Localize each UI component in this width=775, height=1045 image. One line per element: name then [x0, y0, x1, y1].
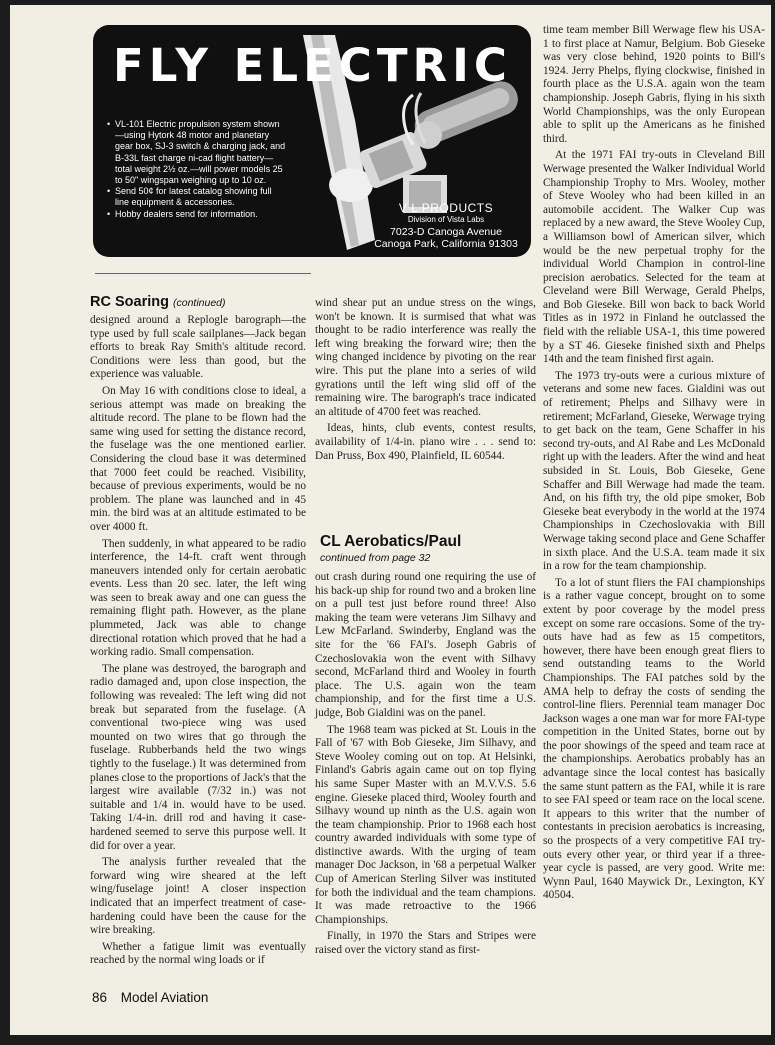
ad-bullet: • Hobby dealers send for information. [107, 209, 287, 220]
paragraph: On May 16 with conditions close to ideal, a serious attempt was made on breaking the altitude record. The plane to be flown had the same wing used for setting the distance record, the fuselage was the one mentioned earlier. Considering the cloud base it was determined that 7000 feet could be reached. Visibility, because of previous experiments, would be no problem. The plane was launched and in 45 min. the bird was at an altitude estimated to be over 4000 ft. [90, 384, 306, 533]
company-name: V L PRODUCTS [398, 201, 494, 215]
company-division: Division of Vista Labs [407, 215, 485, 224]
company-address-street: 7023-D Canoga Avenue [390, 226, 502, 238]
paragraph: To a lot of stunt fliers the FAI championships is a rather vague concept, brought on to some extent by poor coverage by the model press except on some rare occasions. Some of the try-outs have had as few as 15 competitors, however, there have been enough great fliers to send outstanding teams to the World Championships. The FAI patches sold by the AMA help to defray the costs of sending the control-line fliers. Perennial team manager Doc Jackson wages a one man war for more FAI-type competition in the United States, borne out by the poor showings of the speed and team race at the championships. Aerobatics probably has an advantage since the local contest has basically the same stunt pattern as the FAI, while it is rare to see FAI speed or team race on the local scene. It appears to this writer that the number of contestants in precision aerobatics is increasing, so the prospects of a very competitive FAI try-outs every other year, or third year if a three-year cycle is passed, are very good. Write me: Wynn Paul, 1640 Maywick Dr., Lexington, KY 40504. [543, 576, 765, 902]
ad-company-block [361, 202, 531, 250]
paragraph: time team member Bill Werwage flew his USA-1 to first place at Namur, Belgium. Bob Gieseke was very close behind, 1920 points to Bill's 1924. Jerry Phelps, flying clockwise, finished in fourth place as the U.S.A. again won the team championship. Joseph Gabris, flying in his sixth World Championships, was the only European able to split up the Americans as he finished third. [543, 24, 765, 145]
column-2-top [315, 297, 536, 466]
paragraph: The 1973 try-outs were a curious mixture of veterans and some new faces. Gialdini was out of retirement; Phelps and Silhavy were in retirement; McFarland, Gieseke, Werwage trying to get back on the team, Gene Schaffer in his second try-outs, and Al Rabe and Les McDonald right up with the leaders. After the wind and heat subsided in St. Louis, Bob Gieseke, Gene Schaffer and Bill Werwage had made the team. And, on his fifth try, the old pipe smoker, Bob Gieseke beat everybody in the world at the 1974 Championships in Czechoslovakia with Bill Werwage taking second place and Gene Schaffer in sixth place. And the U.S.A. team made it six in a row for the team championship. [543, 369, 765, 573]
ad-bullet: • Send 50¢ for latest catalog showing full line equipment & accessories. [107, 186, 287, 208]
paragraph: out crash during round one requiring the use of his back-up ship for round two and a broken line on a pull test just before round three! Also making the team were veterans Jim Silhavy and Lew McFarland. Swinderby, England was the site for the '66 FAI's. Joseph Gabris of Czechoslovakia won the event with Silhavy second, McFarland third and Wooley in fourth place. The U.S. again won the team championship, and for the first time a U.S. judge, Bob Gialdini was on the panel. [315, 571, 536, 719]
paragraph: wind shear put an undue stress on the wings, won't be known. It is surmised that what was thought to be radio interference was really the left wing breaking the forward wire; then the wing changed incidence by pivoting on the rear wire. This put the plane into a series of wild gyrations until the left wing slid off of the remaining wire. The barograph's trace indicated an altitude of 4700 feet was reached. [315, 297, 536, 418]
ad-bullet: • VL-101 Electric propulsion system shown—using Hytork 48 motor and planetary gear box, SJ-3 switch & charging jack, and B-33L fast charge ni-cad flight battery—total weight 2½ oz.—will power models 25 to 50" wingspan weighing up to 10 oz. [107, 119, 287, 186]
paragraph: Whether a fatigue limit was eventually reached by the normal wing loads or if [90, 940, 306, 967]
fly-electric-ad [93, 25, 531, 257]
cl-aerobatics-continued: continued from page 32 [320, 552, 431, 564]
paragraph: Ideas, hints, club events, contest results, availability of 1/4-in. piano wire . . . send to: Dan Pruss, Box 490, Plainfield, IL 60544. [315, 422, 536, 462]
column-2-bottom [315, 571, 536, 961]
page-number: 86 [92, 990, 108, 1005]
page-footer [92, 990, 208, 1005]
paragraph: Finally, in 1970 the Stars and Stripes were raised over the victory stand as first- [315, 930, 536, 957]
paragraph: The plane was destroyed, the barograph and radio damaged and, upon close inspection, the following was revealed: The left wing did not break but separated from the fuselage. (A conventional two-piece wing was used mounted on two wires that go through the fuselage. Rubberbands held the two wings tightly to the fuselage.) It was determined from planes close to the proportions of Jack's that the largest wire available (7/32 in.) was not suitable and 1/4 in. would have to be used. Taking 1/4-in. drill rod and having it case-hardened seemed to serve this purpose well. It did for over a year. [90, 662, 306, 852]
column-1 [90, 314, 306, 971]
rc-soaring-continued: (continued) [172, 297, 226, 309]
ad-bullet-list [107, 119, 287, 220]
rc-soaring-title: RC Soaring [90, 294, 169, 310]
magazine-page [10, 5, 771, 1035]
company-address-city: Canoga Park, California 91303 [374, 238, 518, 250]
ad-headline: FLY ELECTRIC [113, 39, 512, 92]
section-rule [95, 273, 311, 274]
paragraph: The 1968 team was picked at St. Louis in the Fall of '67 with Bob Gieseke, Jim Silhavy, and Steve Wooley coming out on top. At Helsinki, Finland's Gabris again came out on top flying his same Super Master with an M.V.V.S. 5.6 engine. Gieseke placed third, Wooley fourth and Silhavy wound up ninth as the U.S. again won the team championship. Prior to 1968 each host country awarded individuals with some type of distinctive awards. With the urging of team manager Doc Jackson, in '68 a perpetual Walker Cup of American Sterling Silver was instituted for both the individual and the team champions. It was made retroactive to the 1966 Championships. [315, 723, 536, 926]
paragraph: Then suddenly, in what appeared to be radio interference, the 14-ft. craft went through maneuvers intended only for certain aerobatic events. Less than 20 sec. later, the left wing was seen to break away and one can guess the remaining flight path. However, as the plane plummeted, Jack was able to change directional rotation which proved that he had a working radio. Small compensation. [90, 537, 306, 659]
paragraph: The analysis further revealed that the forward wing wire sheared at the left wing/fuselage joint! A closer inspection indicated that an imperfect treatment of case-hardening could have been the cause for the wire breaking. [90, 856, 306, 937]
paragraph: designed around a Replogle barograph—the type used by full scale sailplanes—Jack began efforts to break Ray Smith's altitude record. Conditions were less than good, but the experience was valuable. [90, 314, 306, 381]
rc-soaring-heading [90, 294, 226, 310]
column-3 [543, 24, 765, 906]
magazine-name: Model Aviation [120, 990, 209, 1005]
paragraph: At the 1971 FAI try-outs in Cleveland Bill Werwage presented the Walker Individual World Championship Trophy to Mrs. Wooley, mother of Steve Wooley who had been killed in an automobile accident. The Walker Cup was replaced by a new award, the Steve Wooley Cup, a Williamson bowl of American silver, which would be the new perpetual trophy for the individual World Champion in control-line precision aerobatics. Selected for the team at Cleveland were Bill Werwage, Gerald Phelps, and Bob Gieseke. Bill won back to back World Titles as in 1972 in Finland he outclassed the field with the reliable USA-1, this time powered by a ST 46. Gieseke finished sixth and Phelps 14th and the team finished first again. [543, 149, 765, 366]
cl-aerobatics-heading: CL Aerobatics/Paul [320, 533, 462, 550]
